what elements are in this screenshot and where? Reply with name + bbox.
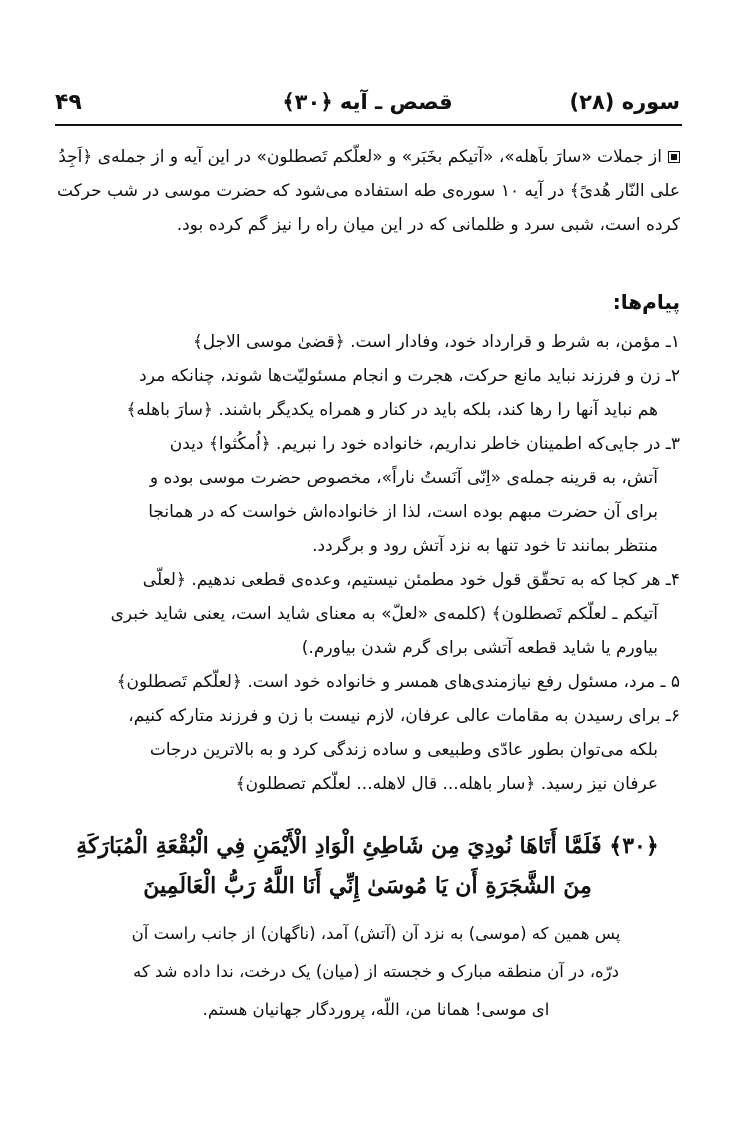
message-line: منتظر بمانند تا خود تنها به نزد آتش رود و برگردد.	[312, 536, 658, 556]
message-line: ۵ ـ مرد، مسئول رفع نیازمندی‌های همسر و خانواده خود است. ﴿لعلّکم تَصطلون﴾	[116, 672, 680, 692]
note-paragraph	[48, 140, 680, 242]
messages-heading: پیام‌ها:	[612, 290, 680, 314]
sura-label: سوره (۲۸)	[569, 90, 680, 114]
verse-line: ﴿۳۰﴾ فَلَمَّا أَتَاهَا نُودِيَ مِن شَاطِئِ الْوَادِ الْأَيْمَنِ فِي الْبُقْعَةِ الْمُبَارَكَةِ	[76, 833, 659, 859]
note-line: از جملات «سارَ باَهله»، «آتیکم بخَبَر» و «لعلّکم تَصطلون» در این آیه و از جمله‌ی ﴿اَجِدُ	[58, 147, 662, 167]
messages-list	[48, 325, 680, 801]
note-line: کرده است، شبی سرد و ظلمانی که در این میان راه را نیز گم کرده بود.	[176, 215, 680, 235]
verse-line: مِنَ الشَّجَرَةِ أَن يَا مُوسَىٰ إِنِّي أَنَا اللَّهُ رَبُّ الْعَالَمِينَ	[143, 873, 592, 899]
message-line: ۶ـ برای رسیدن به مقامات عالی عرفان، لازم نیست با زن و فرزند متارکه کنیم،	[128, 706, 680, 726]
translation-line: درّه، در آن منطقه مبارک و خجسته از (میان) یک درخت، ندا داده شد که	[133, 962, 619, 981]
message-line: ۱ـ مؤمن، به شرط و قرارداد خود، وفادار است. ﴿قضیٰ موسی الاجل﴾	[192, 332, 680, 352]
message-line: عرفان نیز رسید. ﴿سار باهله... قال لاهله... لعلّکم تصطلون﴾	[235, 774, 658, 794]
message-line: بلکه می‌توان بطور عادّی وطبیعی و ساده زندگی کرد و به بالاترین درجات	[149, 740, 658, 760]
surah-verse-label: قصص ـ آیه ﴿۳۰﴾	[282, 90, 453, 114]
message-line: بیاورم یا شاید قطعه آتشی برای گرم شدن بیاورم.)	[301, 638, 658, 658]
message-line: ۴ـ هر کجا که به تحقّق قول خود مطمئن نیستیم، وعده‌ی قطعی ندهیم. ﴿لعلّی	[142, 570, 680, 590]
verse-translation	[72, 915, 680, 1029]
message-line: آتیکم ـ لعلّکم تَصطلون﴾ (کلمه‌ی «لعلّ» به معنای شاید است، یعنی شاید خبری	[110, 604, 658, 624]
page-header	[55, 88, 680, 122]
header-divider	[55, 124, 682, 126]
note-line: علی النّار هُدیً﴾ در آیه ۱۰ سوره‌ی طه استفاده می‌شود که حضرت موسی در شب حرکت	[56, 181, 680, 201]
note-bullet-icon	[668, 151, 680, 163]
message-line: برای آن حضرت مبهم بوده است، لذا از خانواده‌اش خواست که در همانجا	[148, 502, 658, 522]
translation-line: ای موسی! همانا من، اللّه، پروردگار جهانیان هستم.	[202, 1000, 550, 1019]
message-line: ۲ـ زن و فرزند نباید مانع حرکت، هجرت و انجام مسئولیّت‌ها شوند، چنانکه مرد	[139, 366, 680, 386]
translation-line: پس همین که (موسی) به نزد آن (آتش) آمد، (ناگهان) از جانب راست آن	[131, 924, 621, 943]
message-line: ۳ـ در جایی‌که اطمینان خاطر نداریم، خانواده خود را نبریم. ﴿اُمکُثوا﴾ دیدن	[169, 434, 680, 454]
page-number: ۴۹	[55, 90, 82, 115]
quran-verse	[55, 826, 680, 906]
message-line: هم نباید آنها را رها کند، بلکه باید در کنار و همراه یکدیگر باشند. ﴿سارَ باهله﴾	[126, 400, 658, 420]
message-line: آتش، به قرینه جمله‌ی «اِنّی آنَستُ ناراً»، مخصوص حضرت موسی بوده و	[149, 468, 658, 488]
